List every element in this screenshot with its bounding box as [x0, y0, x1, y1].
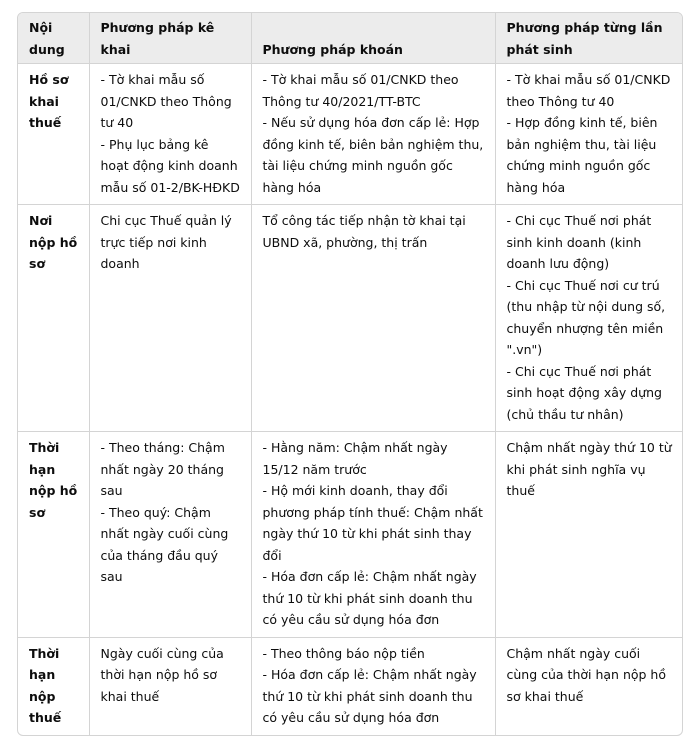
table-cell [89, 637, 251, 735]
table-header-row [18, 13, 682, 64]
cell-line: - Hằng năm: Chậm nhất ngày 15/12 năm trước [262, 440, 448, 477]
header-content: Nội dung [18, 13, 89, 64]
cell-line: Chậm nhất ngày thứ 10 từ khi phát sinh nghĩa vụ thuế [506, 440, 672, 498]
table-cell [495, 637, 682, 735]
cell-line: - Theo thông báo nộp tiền [262, 645, 425, 661]
cell-line: - Theo tháng: Chậm nhất ngày 20 tháng sau [100, 440, 225, 498]
cell-line: - Chi cục Thuế nơi cư trú (thu nhập từ nội dung số, chuyển nhượng tên miền ".vn") [506, 277, 666, 357]
cell-line: Chi cục Thuế quản lý trực tiếp nơi kinh doanh [100, 213, 232, 271]
table-cell [495, 432, 682, 638]
cell-line: - Theo quý: Chậm nhất ngày cuối cùng của tháng đầu quý sau [100, 504, 229, 584]
tax-comparison-table [18, 13, 682, 735]
table-cell [495, 205, 682, 432]
table-row [18, 432, 682, 638]
table-cell [251, 432, 495, 638]
cell-line: - Tờ khai mẫu số 01/CNKD theo Thông tư 40 [506, 72, 671, 109]
table-cell [251, 64, 495, 205]
table-cell [89, 64, 251, 205]
table-cell [89, 205, 251, 432]
header-per-occurrence-method: Phương pháp từng lần phát sinh [495, 13, 682, 64]
tax-comparison-table-container [17, 12, 683, 736]
table-cell [495, 64, 682, 205]
header-declaration-method: Phương pháp kê khai [89, 13, 251, 64]
row-label: Hồ sơ khai thuế [18, 64, 89, 205]
cell-line: - Nếu sử dụng hóa đơn cấp lẻ: Hợp đồng kinh tế, biên bản nghiệm thu, tài liệu chứng minh nguồn gốc hàng hóa [262, 115, 484, 195]
table-cell [89, 432, 251, 638]
cell-line: - Tờ khai mẫu số 01/CNKD theo Thông tư 40/2021/TT-BTC [262, 72, 459, 109]
cell-line: Tổ công tác tiếp nhận tờ khai tại UBND xã, phường, thị trấn [262, 213, 466, 250]
cell-line: Chậm nhất ngày cuối cùng của thời hạn nộp hồ sơ khai thuế [506, 645, 666, 704]
row-label: Thời hạn nộp hồ sơ [18, 432, 89, 638]
table-row [18, 637, 682, 735]
cell-line: - Chi cục Thuế nơi phát sinh hoạt động xây dựng (chủ thầu tư nhân) [506, 363, 662, 422]
cell-line: - Phụ lục bảng kê hoạt động kinh doanh mẫu số 01-2/BK-HĐKD [100, 136, 240, 195]
table-row [18, 64, 682, 205]
cell-line: - Hợp đồng kinh tế, biên bản nghiệm thu, tài liệu chứng minh nguồn gốc hàng hóa [506, 115, 658, 195]
cell-line: - Chi cục Thuế nơi phát sinh kinh doanh (kinh doanh lưu động) [506, 213, 652, 271]
cell-line: - Hóa đơn cấp lẻ: Chậm nhất ngày thứ 10 từ khi phát sinh doanh thu có yêu cầu sử dụng hóa đơn [262, 569, 477, 627]
cell-line: - Tờ khai mẫu số 01/CNKD theo Thông tư 40 [100, 72, 232, 130]
cell-line: Ngày cuối cùng của thời hạn nộp hồ sơ khai thuế [100, 645, 224, 704]
cell-line: - Hộ mới kinh doanh, thay đổi phương pháp tính thuế: Chậm nhất ngày thứ 10 từ khi phát sinh thay đổi [262, 483, 483, 563]
row-label: Thời hạn nộp thuế [18, 637, 89, 735]
table-cell [251, 637, 495, 735]
header-lump-sum-method: Phương pháp khoán [251, 13, 495, 64]
table-cell [251, 205, 495, 432]
row-label: Nơi nộp hồ sơ [18, 205, 89, 432]
table-row [18, 205, 682, 432]
cell-line: - Hóa đơn cấp lẻ: Chậm nhất ngày thứ 10 từ khi phát sinh doanh thu có yêu cầu sử dụng hóa đơn [262, 667, 477, 725]
